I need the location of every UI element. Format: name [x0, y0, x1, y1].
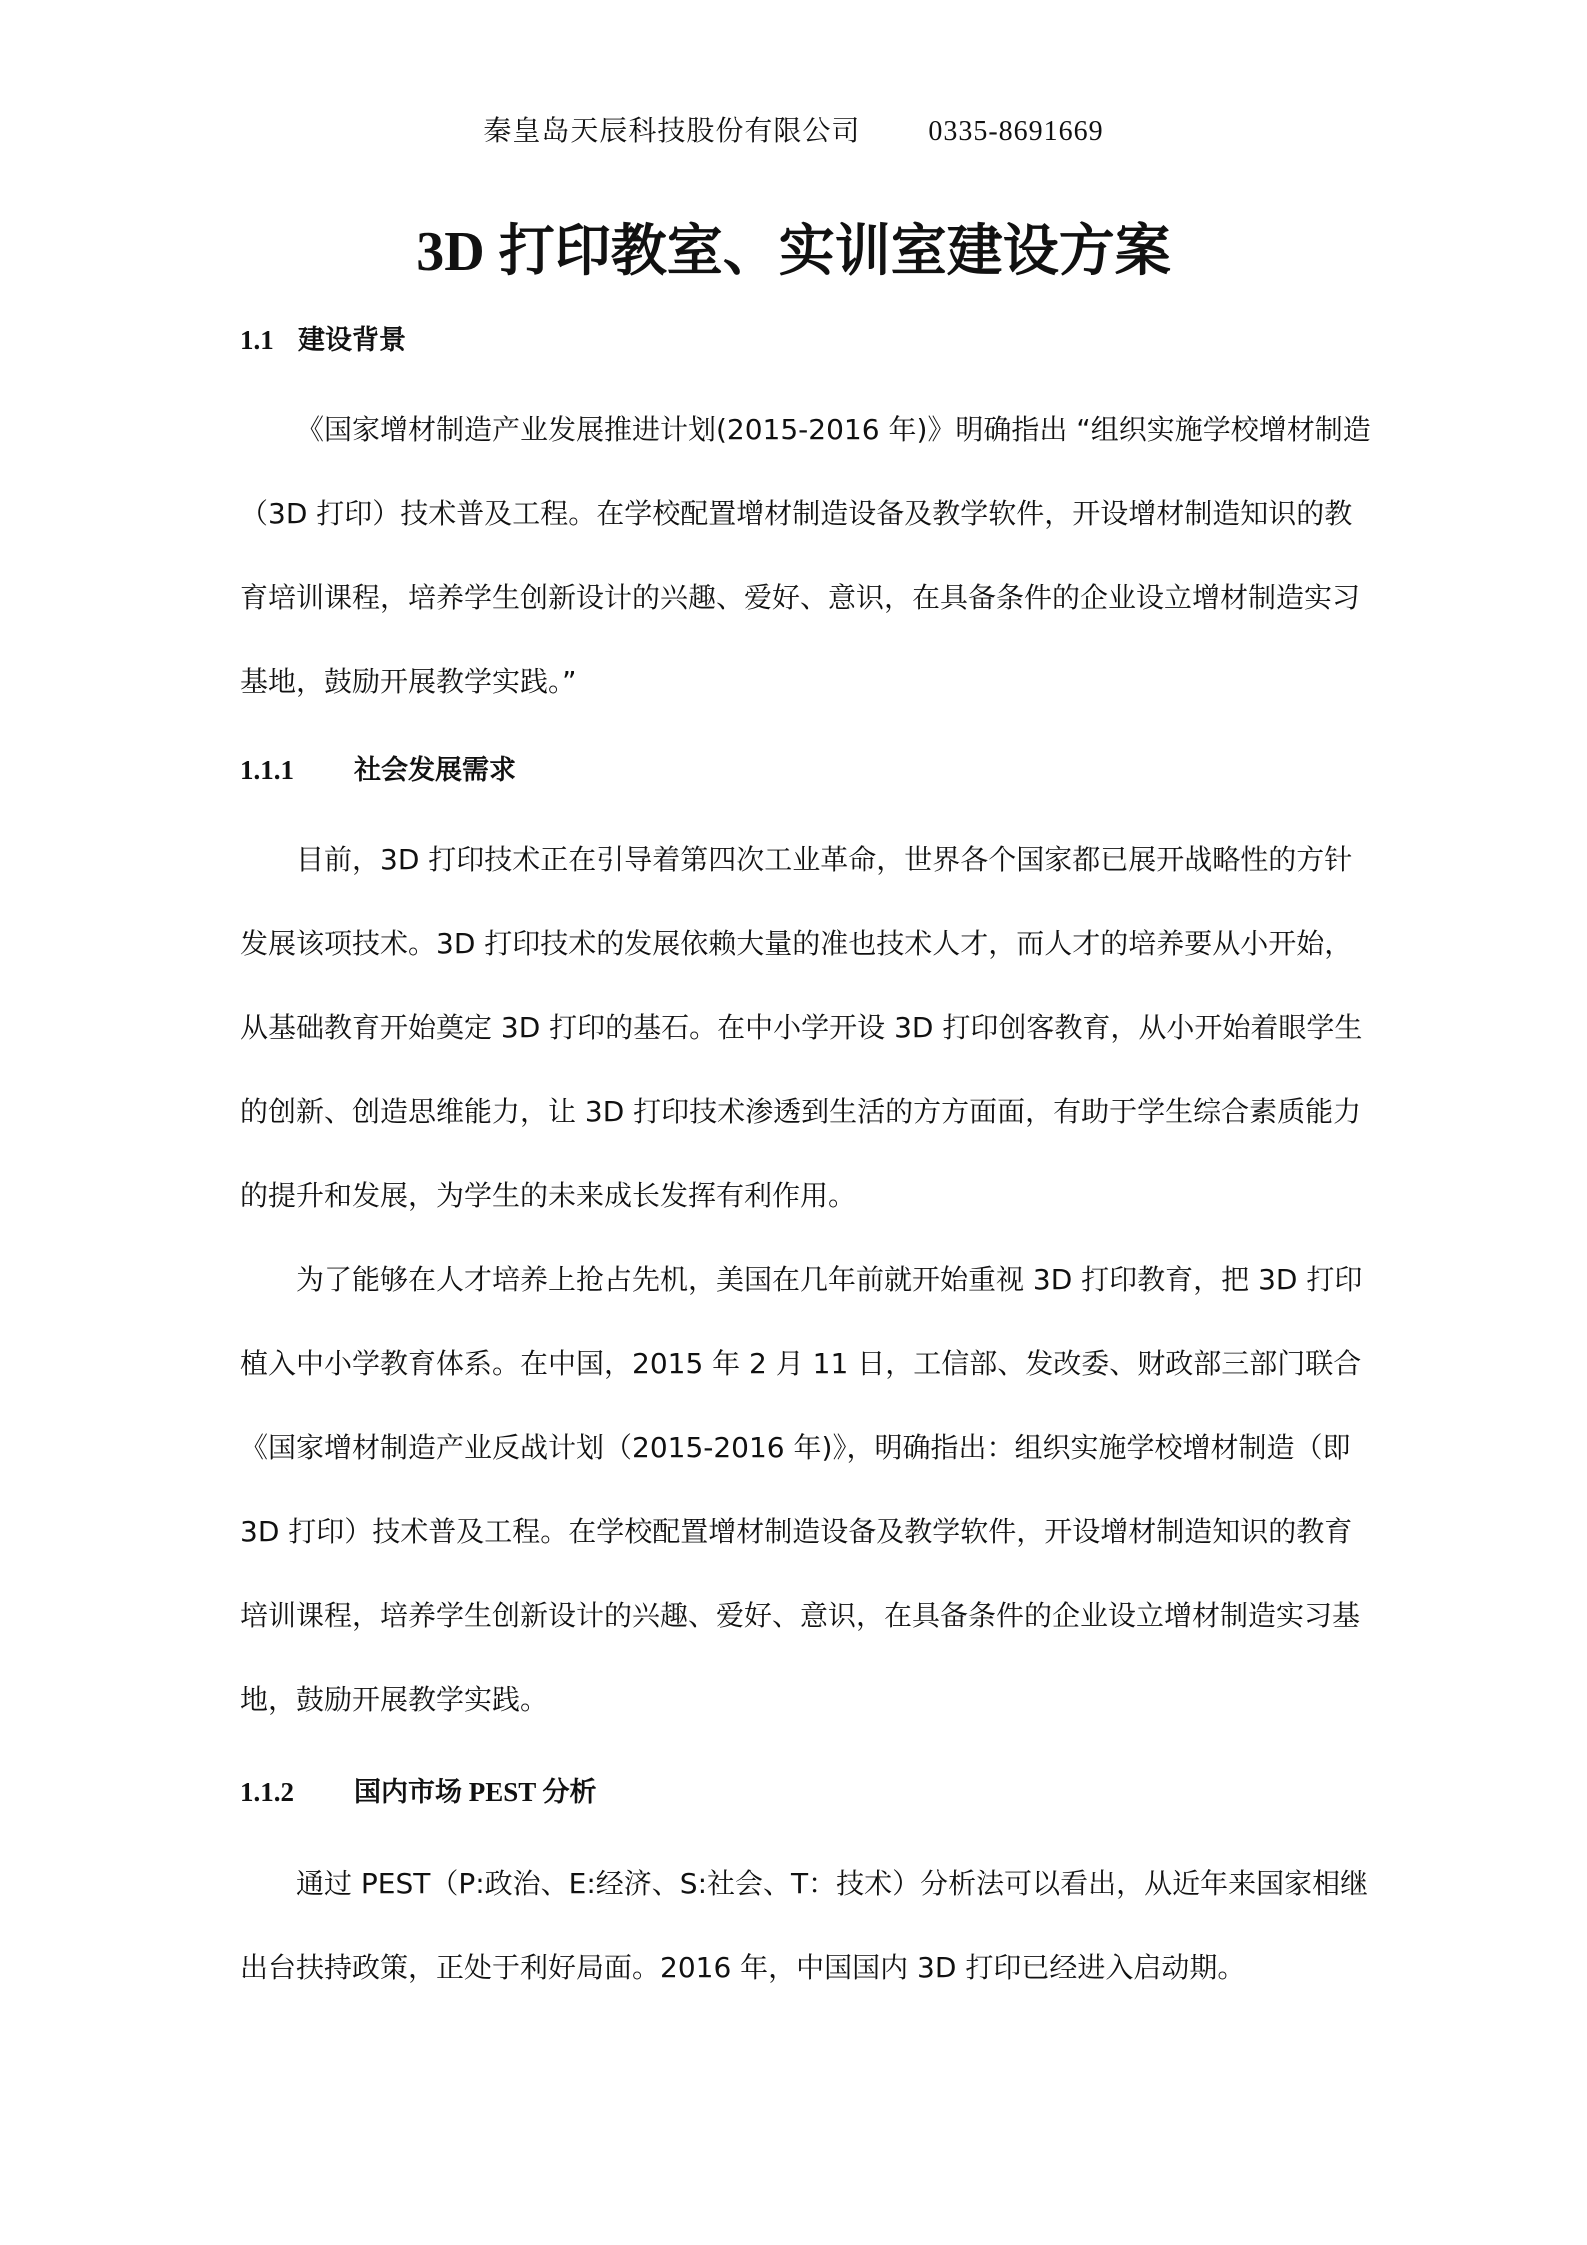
text-line: 从基础教育开始奠定 3D 打印的基石。在中小学开设 3D 打印创客教育，从小开始着眼学生	[240, 1011, 1363, 1044]
text-line: 植入中小学教育体系。在中国，2015 年 2 月 11 日，工信部、发改委、财政部三部门联合	[240, 1347, 1362, 1380]
text-line: 培训课程，培养学生创新设计的兴趣、爱好、意识，在具备条件的企业设立增材制造实习基	[240, 1599, 1361, 1632]
text-line: 出台扶持政策，正处于利好局面。2016 年，中国国内 3D 打印已经进入启动期。	[240, 1951, 1246, 1984]
text-line: 3D 打印）技术普及工程。在学校配置增材制造设备及教学软件，开设增材制造知识的教育	[240, 1515, 1353, 1548]
text-line: （3D 打印）技术普及工程。在学校配置增材制造设备及教学软件，开设增材制造知识的教	[240, 497, 1353, 530]
section-label: 建设背景	[298, 325, 406, 355]
text-line: 发展该项技术。3D 打印技术的发展依赖大量的准也技术人才，而人才的培养要从小开始，	[240, 927, 1353, 960]
section-heading-1-1	[240, 320, 406, 360]
text-line: 《国家增材制造产业发展推进计划(2015-2016 年)》明确指出 “组织实施学校增材制造	[296, 413, 1371, 446]
page-header	[0, 112, 1587, 152]
section-label: 国内市场 PEST 分析	[354, 1777, 597, 1807]
section-number: 1.1.1	[240, 755, 294, 785]
text-line: 的提升和发展，为学生的未来成长发挥有利作用。	[240, 1179, 857, 1212]
text-line: 基地，鼓励开展教学实践。”	[240, 665, 577, 698]
paragraph-pest-analysis	[240, 1842, 1369, 2010]
section-heading-1-1-2	[240, 1772, 597, 1812]
text-line: 《国家增材制造产业反战计划（2015-2016 年)》，明确指出：组织实施学校增材制造（即	[240, 1431, 1351, 1464]
document-title: 3D 打印教室、实训室建设方案	[416, 221, 1171, 283]
text-line: 通过 PEST（P:政治、E:经济、S:社会、T：技术）分析法可以看出，从近年来国家相继	[296, 1867, 1369, 1900]
company-name: 秦皇岛天辰科技股份有限公司	[483, 116, 861, 147]
text-line: 育培训课程，培养学生创新设计的兴趣、爱好、意识，在具备条件的企业设立增材制造实习	[240, 581, 1361, 614]
section-label: 社会发展需求	[354, 755, 516, 785]
text-line: 地，鼓励开展教学实践。	[240, 1683, 549, 1716]
paragraph-background	[240, 388, 1371, 724]
phone-number: 0335-8691669	[928, 116, 1104, 147]
paragraph-social-demand-1	[240, 818, 1363, 1238]
section-number: 1.1.2	[240, 1777, 294, 1807]
paragraph-social-demand-2	[240, 1238, 1363, 1742]
text-line: 目前，3D 打印技术正在引导着第四次工业革命，世界各个国家都已展开战略性的方针	[296, 843, 1353, 876]
text-line: 为了能够在人才培养上抢占先机，美国在几年前就开始重视 3D 打印教育，把 3D 打印	[296, 1263, 1363, 1296]
section-number: 1.1	[240, 325, 274, 355]
section-heading-1-1-1	[240, 750, 516, 790]
text-line: 的创新、创造思维能力，让 3D 打印技术渗透到生活的方方面面，有助于学生综合素质能力	[240, 1095, 1362, 1128]
